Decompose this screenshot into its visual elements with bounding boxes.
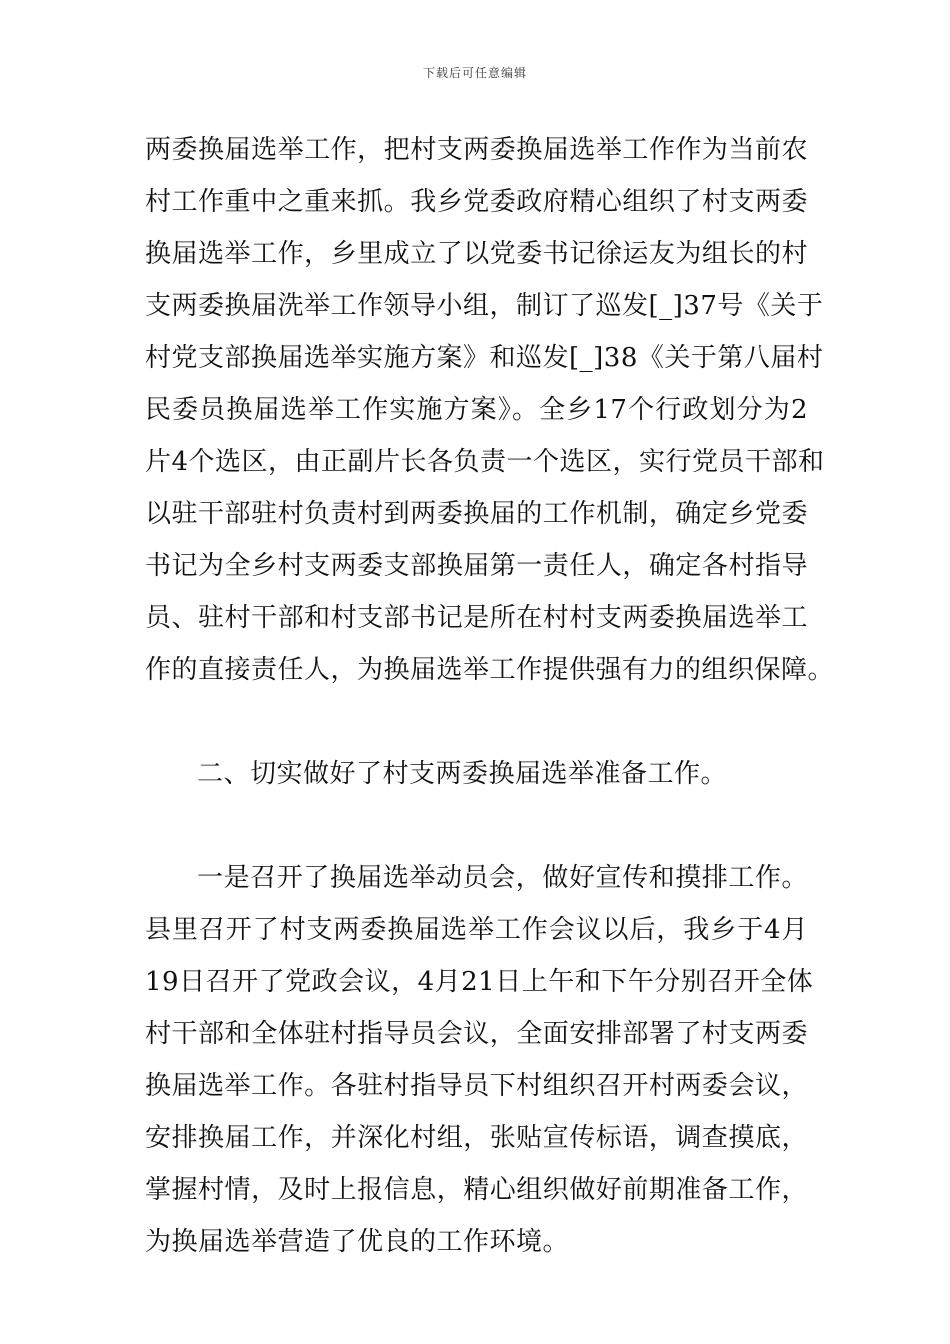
section-heading-text: 二、切实做好了村支两委换届选举准备工作。 [197, 759, 728, 789]
text-line: 换届选举工作，乡里成立了以党委书记徐运友为组长的村 [145, 239, 808, 269]
document-body [145, 124, 835, 1268]
text-line: 县里召开了村支两委换届选举工作会议以后，我乡于4月 [145, 915, 808, 945]
text-line: 一是召开了换届选举动员会，做好宣传和摸排工作。 [197, 863, 808, 893]
paragraph-1 [145, 124, 835, 696]
text-line: 作的直接责任人，为换届选举工作提供强有力的组织保障。 [145, 655, 835, 685]
page-header: 下载后可任意编辑 [422, 66, 527, 80]
text-line: 安排换届工作，并深化村组，张贴宣传标语，调查摸底， [145, 1123, 808, 1153]
text-line: 支两委换届洗举工作领导小组，制订了巡发[_]37号《关于 [145, 291, 824, 321]
text-line: 员、驻村干部和村支部书记是所在村村支两委换届选举工 [145, 603, 808, 633]
text-line: 村干部和全体驻村指导员会议，全面安排部署了村支两委 [145, 1019, 808, 1049]
text-line: 书记为全乡村支两委支部换届第一责任人，确定各村指导 [145, 551, 808, 581]
text-line: 掌握村情，及时上报信息，精心组织做好前期准备工作， [145, 1175, 808, 1205]
text-line: 换届选举工作。各驻村指导员下村组织召开村两委会议， [145, 1071, 808, 1101]
paragraph-3 [145, 852, 814, 1268]
section-heading [145, 748, 808, 800]
paragraph-gap [145, 696, 808, 748]
text-line: 两委换届选举工作，把村支两委换届选举工作作为当前农 [145, 135, 808, 165]
text-line: 村工作重中之重来抓。我乡党委政府精心组织了村支两委 [145, 187, 808, 217]
text-line: 为换届选举营造了优良的工作环境。 [145, 1227, 570, 1257]
text-line: 村党支部换届选举实施方案》和巡发[_]38《关于第八届村 [145, 343, 824, 373]
paragraph-gap [145, 800, 808, 852]
text-line: 民委员换届选举工作实施方案》。全乡17个行政划分为2 [145, 395, 808, 425]
text-line: 以驻干部驻村负责村到两委换届的工作机制，确定乡党委 [145, 499, 808, 529]
text-line: 片4个选区，由正副片长各负责一个选区，实行党员干部和 [145, 447, 825, 477]
text-line: 19日召开了党政会议，4月21日上午和下午分别召开全体 [145, 967, 814, 997]
